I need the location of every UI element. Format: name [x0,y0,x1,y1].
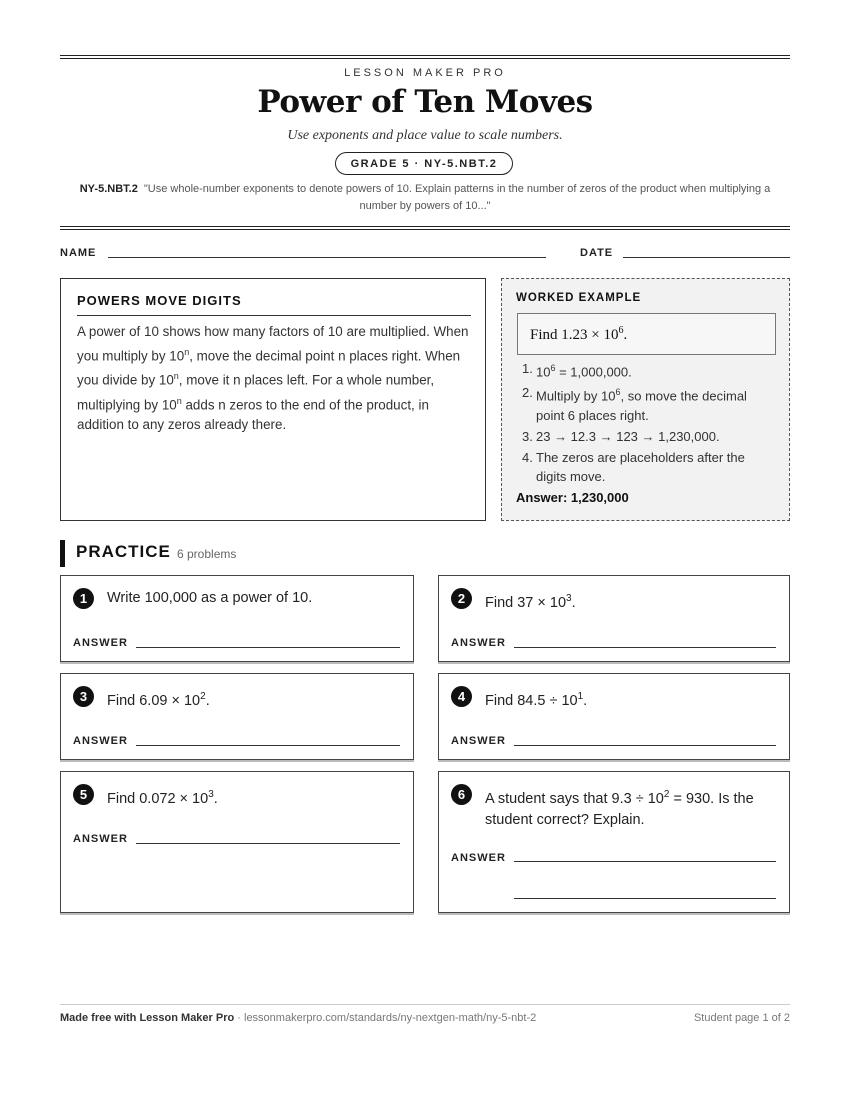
practice-title: PRACTICE [76,542,171,561]
date-field[interactable] [623,257,790,258]
answer-label: ANSWER [73,735,128,747]
concept-box [60,278,486,521]
footer-page-number: Student page 1 of 2 [693,1012,790,1024]
answer-label: ANSWER [73,637,128,649]
problem-number-badge: 4 [451,686,472,707]
problem-number-badge: 2 [451,588,472,609]
standard-description [60,181,790,215]
problem-number-badge: 6 [451,784,472,805]
practice-count: 6 problems [177,547,237,561]
problem-text: Write 100,000 as a power of 10. [107,590,313,606]
step-item: 4. The zeros are placeholders after the digits move. [522,449,745,484]
answer-line-2[interactable] [514,647,776,648]
header-rule [60,226,790,227]
footer-made-with: Made free with Lesson Maker Pro [60,1012,235,1024]
problem-text: Find $37 \times 10^3$. [485,593,576,611]
concept-title: POWERS MOVE DIGITS [77,293,471,316]
worked-example-box [501,278,790,521]
practice-accent-bar [60,540,65,567]
problem-text: Find $6.09 \times 10^2$. [107,691,210,709]
answer-label: ANSWER [73,833,128,845]
problem-card-5 [60,771,414,913]
problem-text: Find $0.072 \times 10^3$. [107,789,218,807]
problem-number-badge: 3 [73,686,94,707]
worked-example-answer: Answer: 1,230,000 [516,490,629,505]
page-subtitle: Use exponents and place value to scale numbers. [287,128,563,143]
step-item: 1. $10^6 = 1,000,000$. [522,361,632,380]
answer-line-6b[interactable] [514,898,776,899]
header-rule-inner [60,229,790,230]
answer-line-4[interactable] [514,745,776,746]
problem-card-3 [60,673,414,760]
name-label: NAME [60,247,97,259]
answer-label: ANSWER [451,637,506,649]
worked-example-steps [516,359,776,488]
answer-label: ANSWER [451,852,506,864]
worked-example-title: WORKED EXAMPLE [516,292,642,304]
worked-example-problem: Find $1.23 \times 10^6$. [517,313,776,355]
page-title: Power of Ten Moves [257,84,593,120]
top-rule-inner [60,58,790,59]
worksheet-page [60,0,790,1100]
footer-credit [60,1012,536,1024]
problem-card-1 [60,575,414,662]
answer-label: ANSWER [451,735,506,747]
problem-card-6 [438,771,790,913]
standard-text: "Use whole-number exponents to denote powers of 10. Explain patterns in the number of zeros of the product when multiplying a number by powers of 10..." [143,183,771,212]
name-field[interactable] [108,257,546,258]
problem-text: Find $84.5 \div 10^1$. [485,691,588,709]
footer-rule [60,1004,790,1005]
answer-line-5[interactable] [136,843,400,844]
footer-url[interactable]: · lessonmakerpro.com/standards/ny-nextgen-math/ny-5-nbt-2 [234,1012,537,1024]
grade-badge: GRADE 5 · NY-5.NBT.2 [335,152,513,175]
problem-text: A student says that $9.3 \div 10^2 = 930$. Is the student correct? Explain. [485,789,754,828]
answer-line-3[interactable] [136,745,400,746]
problem-number-badge: 5 [73,784,94,805]
brand-name: LESSON MAKER PRO [344,67,506,79]
concept-text: A power of 10 shows how many factors of 10 are multiplied. When you multiply by 10$^n$, move the decimal point n places right. When you divide by 10$^n$, move it n places left. For a whole number, multiplying by 10$^n$ adds n zeros to the end of the product, in addition to any zeros already there. [77,324,469,433]
problem-number-badge: 1 [73,588,94,609]
step-item: 2. Multiply by $10^6$, so move the decimal point 6 places right. [522,385,747,423]
answer-line-6[interactable] [514,861,776,862]
top-rule [60,55,790,56]
answer-line-1[interactable] [136,647,400,648]
problem-card-2 [438,575,790,662]
step-item: 3. 23 → 12.3 → 123 → 1,230,000. [522,428,720,444]
standard-code: NY-5.NBT.2 [79,183,138,195]
problem-card-4 [438,673,790,760]
date-label: DATE [580,247,614,259]
